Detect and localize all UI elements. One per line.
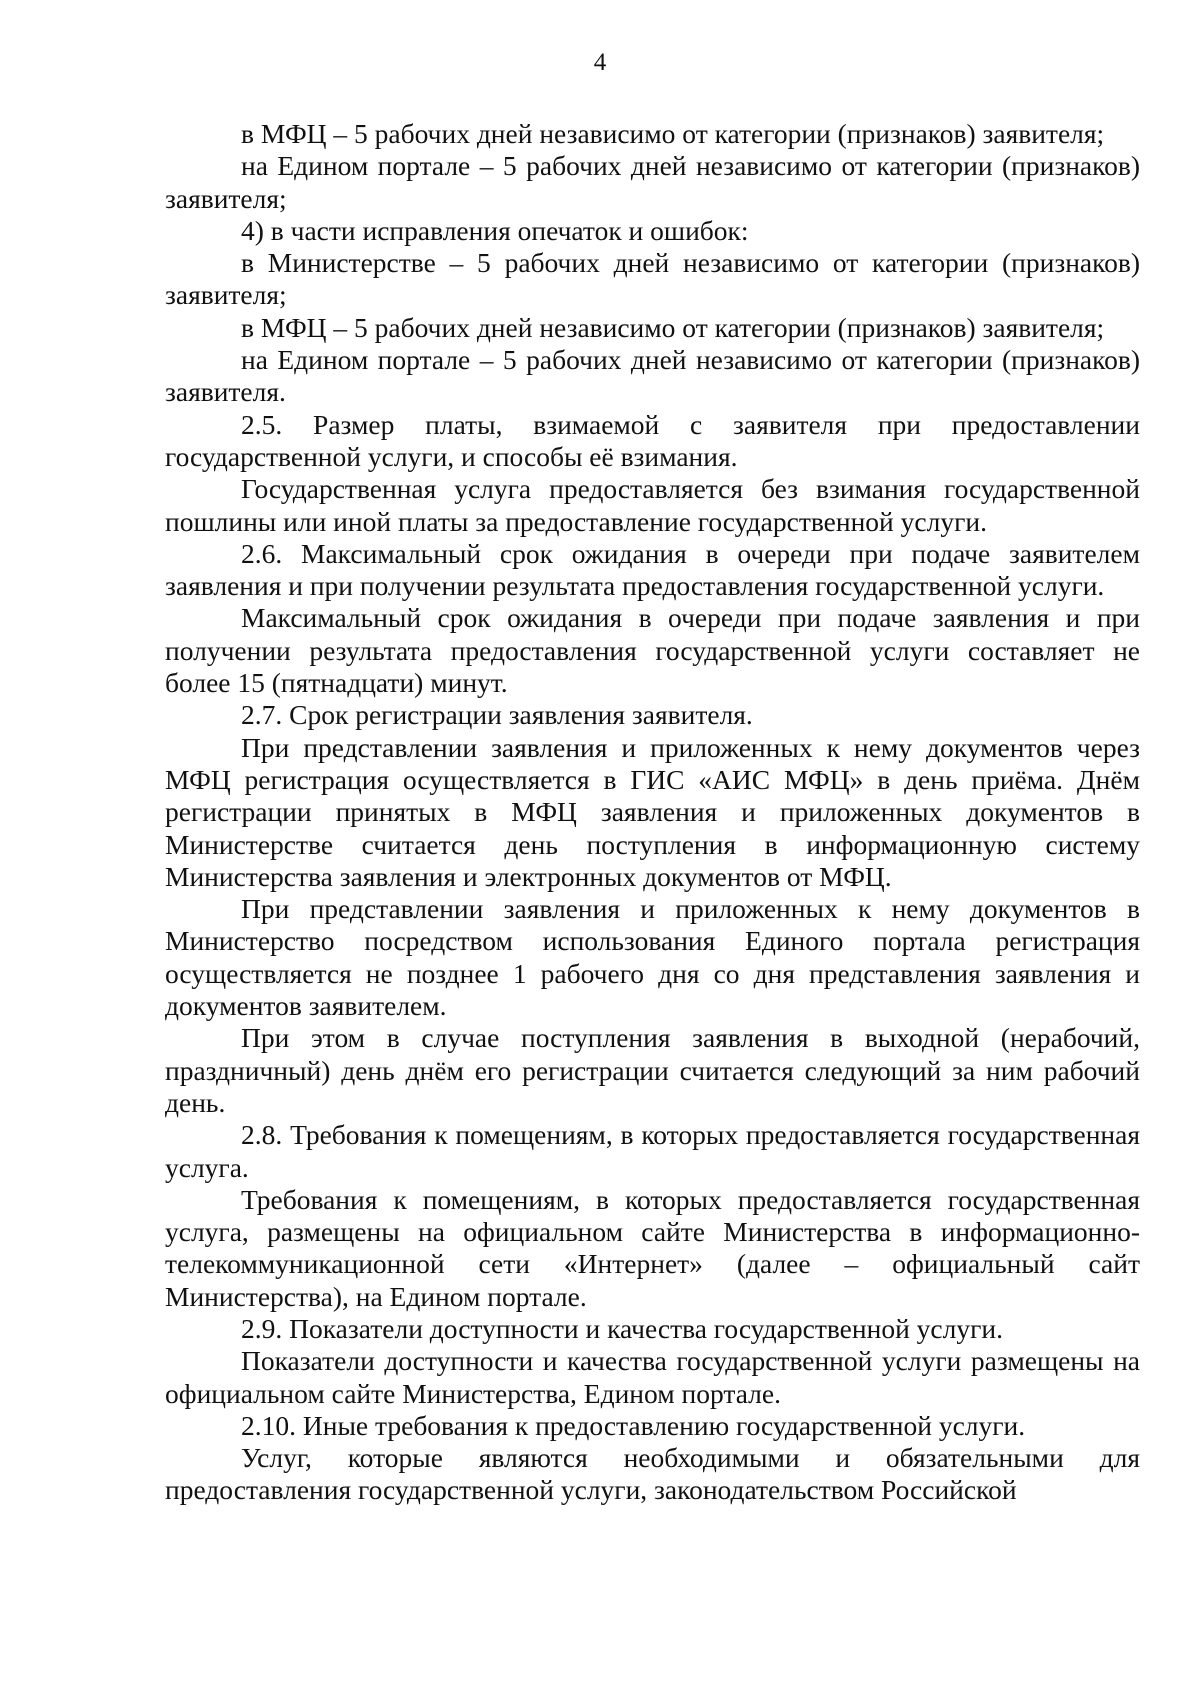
paragraph-6: на Едином портале – 5 рабочих дней независимо от категории (признаков) заявителя. bbox=[165, 344, 1140, 408]
paragraph-3: 4) в части исправления опечаток и ошибок: bbox=[241, 214, 749, 246]
section-heading-2-8: 2.8. Требования к помещениям, в которых предоставляется государственная услуга. bbox=[165, 1119, 1140, 1183]
paragraph-4: в Министерстве – 5 рабочих дней независимо от категории (признаков) заявителя; bbox=[165, 247, 1140, 311]
page-number: 4 bbox=[593, 49, 607, 76]
paragraph-13: При представлении заявления и приложенных к нему документов в Министерство посредством использования Единого портала регистрация осуществляется не позднее 1 рабочего дня со дня представления заявления и документов заявителем. bbox=[165, 893, 1140, 1022]
section-heading-2-7: 2.7. Срок регистрации заявления заявителя. bbox=[241, 699, 753, 731]
paragraph-8: Государственная услуга предоставляется без взимания государственной пошлины или иной платы за предоставление государственной услуги. bbox=[165, 473, 1140, 537]
paragraph-16: Требования к помещениям, в которых предоставляется государственная услуга, размещены на официальном сайте Министерства в информационно-телекоммуникационной сети «Интернет» (далее – официальный сайт Министерства), на Едином портале. bbox=[165, 1183, 1140, 1312]
paragraph-12: При представлении заявления и приложенных к нему документов через МФЦ регистрация осуществляется в ГИС «АИС МФЦ» в день приёма. Днём регистрации принятых в МФЦ заявления и приложенных документов в Министерстве считается день поступления в информационную систему Министерства заявления и электронных документов от МФЦ. bbox=[165, 731, 1140, 892]
section-heading-2-6: 2.6. Максимальный срок ожидания в очереди при подаче заявителем заявления и при получении результата предоставления государственной услуги. bbox=[165, 537, 1140, 602]
paragraph-5: в МФЦ – 5 рабочих дней независимо от категории (признаков) заявителя; bbox=[241, 311, 1105, 343]
paragraph-1: в МФЦ – 5 рабочих дней независимо от категории (признаков) заявителя; bbox=[241, 118, 1105, 149]
section-heading-2-10: 2.10. Иные требования к предоставлению государственной услуги. bbox=[241, 1409, 1026, 1441]
section-heading-2-9: 2.9. Показатели доступности и качества государственной услуги. bbox=[241, 1312, 1003, 1344]
paragraph-14: При этом в случае поступления заявления в выходной (нерабочий, праздничный) день днём его регистрации считается следующий за ним рабочий день. bbox=[165, 1022, 1140, 1118]
paragraph-10: Максимальный срок ожидания в очереди при подаче заявления и при получении результата предоставления государственной услуги составляет не более 15 (пятнадцати) минут. bbox=[165, 602, 1140, 699]
paragraph-2: на Едином портале – 5 рабочих дней независимо от категории (признаков) заявителя; bbox=[165, 150, 1140, 214]
paragraph-18: Показатели доступности и качества государственной услуги размещены на официальном сайте Министерства, Едином портале. bbox=[165, 1345, 1140, 1409]
section-heading-2-5: 2.5. Размер платы, взимаемой с заявителя при предоставлении государственной услуги, и способы её взимания. bbox=[165, 408, 1140, 472]
paragraph-20: Услуг, которые являются необходимыми и обязательными для предоставления государственной услуги, законодательством Российской bbox=[165, 1442, 1140, 1506]
document-body bbox=[165, 118, 1140, 1507]
